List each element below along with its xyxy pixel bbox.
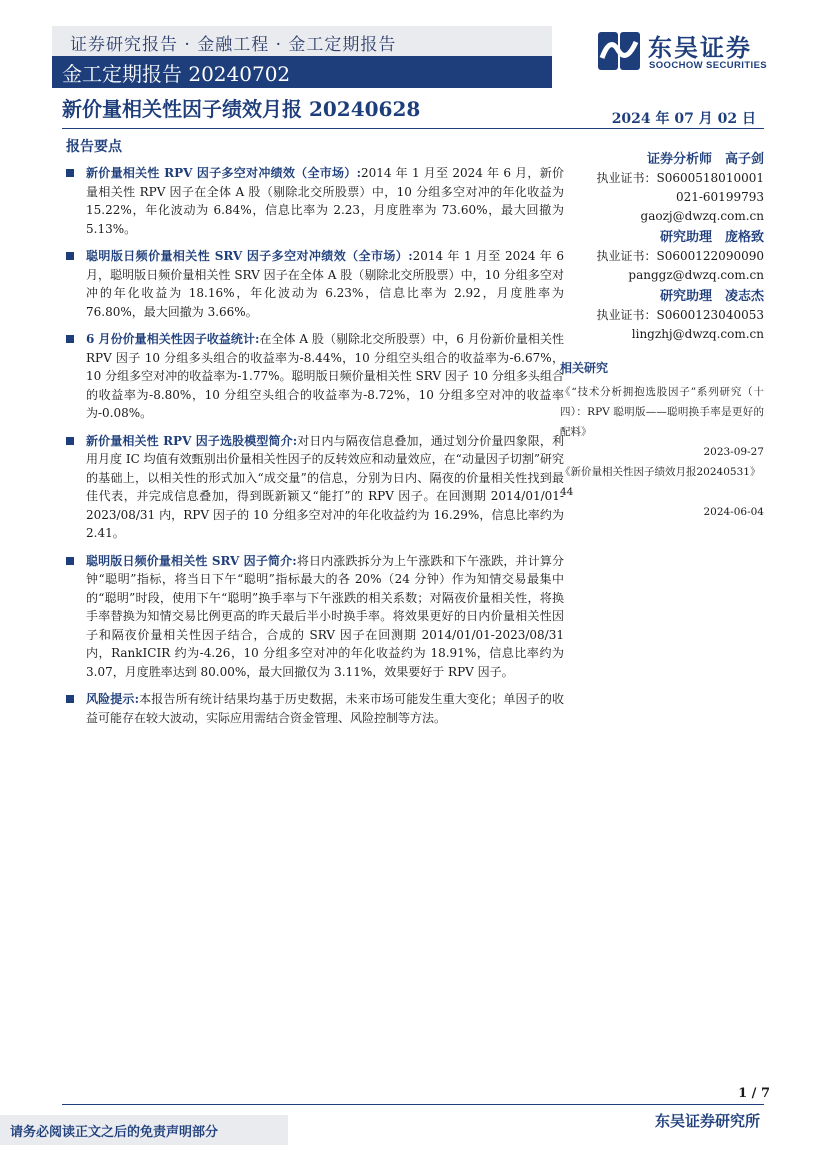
related-date: 2024-06-04 — [703, 506, 764, 518]
key-point — [64, 247, 564, 321]
bullet-square-icon — [66, 437, 74, 445]
report-type-title: 金工定期报告 20240702 — [62, 62, 291, 86]
related-heading: 相关研究 — [560, 361, 609, 375]
key-point — [64, 552, 564, 682]
related-research — [560, 358, 764, 522]
key-point — [64, 690, 564, 727]
key-point-text: 对日内与隔夜信息叠加，通过划分价量四象限，利用月度 IC 均值有效甄别出价量相关性因子的反转效应和动量效应，在“动量因子切割”研究的基础上，以相关性的形式加入“成交量”的信息，分别为日内、隔夜的价量相关性找到最佳代表，并完成信息叠加，得到既新颖又“能打”的 RPV 因子。在回测期 2014/01/01-2023/08/31 内，RPV 因子的 10 分组多空对冲的年化收益约为 16.29%，信息比率约为 2.41。 — [86, 433, 564, 540]
bullet-square-icon — [66, 169, 74, 177]
key-point-lead: 聪明版日频价量相关性 SRV 因子多空对冲绩效（全市场）: — [86, 249, 413, 263]
page-number: 1 / 7 — [738, 1086, 770, 1101]
disclaimer-note[interactable]: 请务必阅读正文之后的免责声明部分 — [10, 1125, 219, 1140]
logo-en-name: SOOCHOW SECURITIES — [649, 60, 768, 71]
header-crumb: 证券研究报告 · 金融工程 · 金工定期报告 — [70, 35, 397, 55]
key-points-list — [64, 164, 564, 736]
key-point-text: 将日内涨跌拆分为上午涨跌和下午涨跌，并计算分钟“聪明”指标，将当日下午“聪明”指标最大的各 20%（24 分钟）作为知情交易最集中的“聪明”时段，使用下午“聪明”换手率与下午涨跌的相关系数；对隔夜价量相关性，将换手率替换为知情交易比例更高的昨天最后半小时换手率。将效果更好的日内价量相关性因子和隔夜价量相关性因子结合，合成的 SRV 因子在回测期 2014/01/01-2023/08/31 内，RankICIR 约为-4.26，10 分组多空对冲的年化收益约为 18.91%，信息比率约为 3.07，月度胜率达到 80.00%，最大回撤仅为 3.11%，效果要好于 RPV 因子。 — [86, 553, 564, 679]
related-item[interactable]: 《新价量相关性因子绩效月报20240531》 — [560, 466, 761, 478]
key-point — [64, 330, 564, 423]
soochow-logo-icon — [596, 28, 642, 74]
section-title: 报告要点 — [66, 139, 122, 155]
key-point-lead: 风险提示: — [86, 692, 139, 706]
bullet-square-icon — [66, 557, 74, 565]
footer-disclaimer-band — [0, 1115, 288, 1145]
logo-cn-name: 东吴证券 — [648, 34, 752, 62]
analyst-email[interactable]: gaozj@dwzq.com.cn — [640, 209, 764, 223]
analyst-phone: 021-60199793 — [675, 190, 764, 204]
header-crumb-band — [52, 26, 552, 56]
key-point-text: 2014 年 1 月至 2024 年 6 月，聪明版日频价量相关性 SRV 因子在全体 A 股（剔除北交所股票）中，10 分组多空对冲的年化收益为 18.16%，年化波动为 6.23%，信息比率为 2.92，月度胜率为 76.80%，最大回撤为 3.66%。 — [86, 249, 564, 319]
analyst-role: 研究助理 凌志杰 — [659, 289, 764, 304]
key-point-lead: 新价量相关性 RPV 因子选股模型简介: — [86, 433, 298, 448]
key-point-lead: 新价量相关性 RPV 因子多空对冲绩效（全市场）: — [86, 166, 361, 180]
analyst-role: 证券分析师 高子剑 — [646, 152, 764, 167]
key-point — [64, 432, 564, 543]
institute-name: 东吴证券研究所 — [654, 1112, 760, 1130]
analyst-cert: 执业证书：S0600518010001 — [596, 171, 764, 185]
bullet-square-icon — [66, 252, 74, 260]
related-item[interactable]: 《“技术分析拥抱选股因子”系列研究（十四）：RPV 聪明版——聪明换手率是更好的配料》 — [560, 386, 764, 438]
page-title: 新价量相关性因子绩效月报 20240628 — [62, 97, 421, 121]
analyst-email[interactable]: lingzhj@dwzq.com.cn — [631, 327, 764, 341]
key-point-lead: 聪明版日频价量相关性 SRV 因子简介: — [86, 553, 297, 568]
bullet-square-icon — [66, 695, 74, 703]
analyst-cert: 执业证书：S0600122090090 — [596, 249, 764, 263]
analyst-email[interactable]: panggz@dwzq.com.cn — [628, 268, 764, 282]
soochow-logo — [596, 28, 776, 78]
key-point-text: 本报告所有统计结果均基于历史数据，未来市场可能发生重大变化；单因子的收益可能存在较大波动，实际应用需结合资金管理、风险控制等方法。 — [86, 692, 564, 725]
report-date: 2024 年 07 月 02 日 — [611, 111, 756, 127]
key-point-lead: 6 月份价量相关性因子收益统计: — [86, 332, 260, 346]
title-divider — [62, 128, 764, 129]
related-date: 2023-09-27 — [703, 446, 764, 458]
key-point — [64, 164, 564, 238]
analyst-role: 研究助理 庞格致 — [659, 230, 764, 245]
key-point-text: 在全体 A 股（剔除北交所股票）中，6 月份新价量相关性 RPV 因子 10 分组多头组合的收益率为-8.44%，10 分组空头组合的收益率为-6.67%，10 分组多空对冲的收益率为-1.77%。聪明版日频价量相关性 SRV 因子 10 分组多头组合的收益率为-8.80%，10 分组空头组合的收益率为-8.72%，10 分组多空对冲的收益率为-0.08%。 — [86, 332, 565, 420]
header-title-bar — [52, 56, 552, 88]
bullet-square-icon — [66, 335, 74, 343]
analyst-cert: 执业证书：S0600123040053 — [596, 308, 764, 322]
related-item-extra: 44 — [560, 486, 574, 498]
analyst-panel — [580, 150, 764, 344]
footer-divider — [62, 1104, 764, 1105]
key-point-text: 2014 年 1 月至 2024 年 6 月，新价量相关性 RPV 因子在全体 A 股（剔除北交所股票）中，10 分组多空对冲的年化收益为 15.22%，年化波动为 6.84%，信息比率为 2.23，月度胜率为 73.60%，最大回撤为 5.13%。 — [86, 166, 564, 236]
